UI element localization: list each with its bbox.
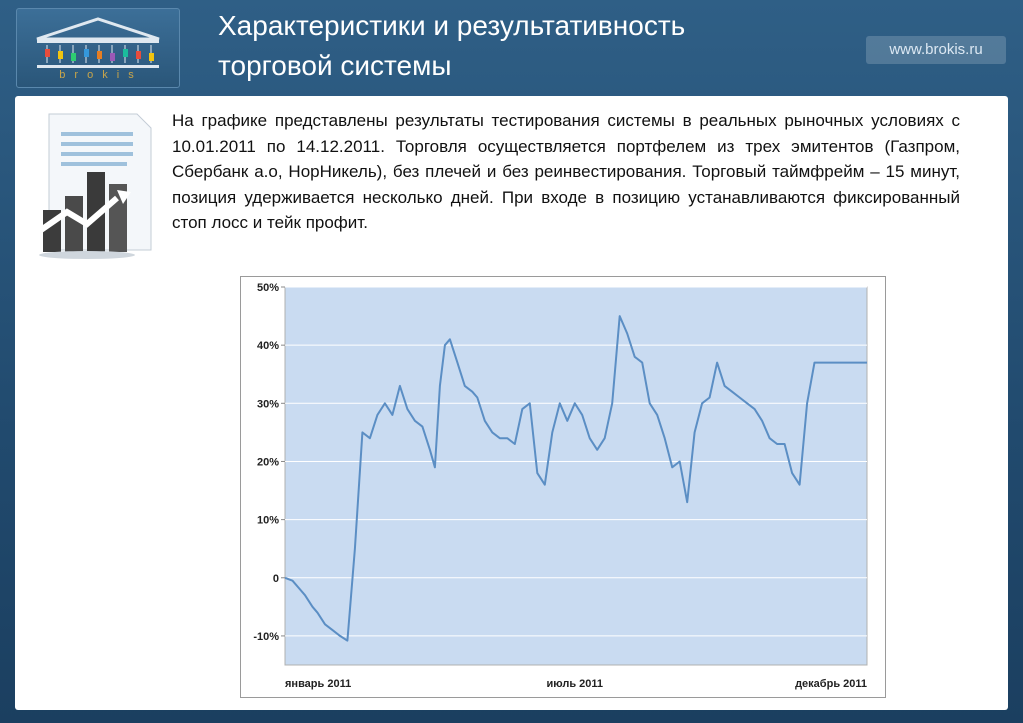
x-tick-label: июль 2011 — [546, 678, 604, 690]
performance-chart — [240, 276, 886, 698]
title-line-1: Характеристики и результативность — [218, 10, 686, 41]
y-tick-label: 0 — [272, 572, 279, 585]
x-tick-label: январь 2011 — [285, 678, 352, 690]
y-tick-label: -10% — [253, 630, 279, 643]
y-tick-label: 30% — [256, 398, 279, 411]
logo-text: b r o k i s — [59, 69, 137, 81]
y-tick-label: 50% — [256, 282, 279, 294]
performance-chart-svg — [241, 277, 885, 697]
y-tick-label: 20% — [256, 456, 279, 469]
description-text: На графике представлены результаты тестирования системы в реальных рыночных условиях с 10.01.2011 по 14.12.2011. Торговля осуществляется портфелем из трех эмитентов (Газпром, Сбербанк а.о, НорНикель), без плечей и без реинвестирования. Торговый таймфрейм – 15 минут, позиция удерживается несколько дней. При входе в позицию устанавливаются фиксированный стоп лосс и тейк профит. — [172, 111, 960, 232]
x-tick-label: декабрь 2011 — [795, 678, 867, 690]
content-panel — [15, 96, 1008, 710]
brokis-logo — [16, 8, 180, 88]
report-chart-icon — [37, 110, 157, 265]
y-tick-label: 40% — [256, 340, 279, 353]
site-link[interactable]: www.brokis.ru — [866, 36, 1006, 64]
plot-area — [285, 287, 867, 665]
y-tick-label: 10% — [256, 514, 279, 527]
title-line-2: торговой системы — [218, 50, 452, 81]
page-title — [218, 6, 685, 86]
